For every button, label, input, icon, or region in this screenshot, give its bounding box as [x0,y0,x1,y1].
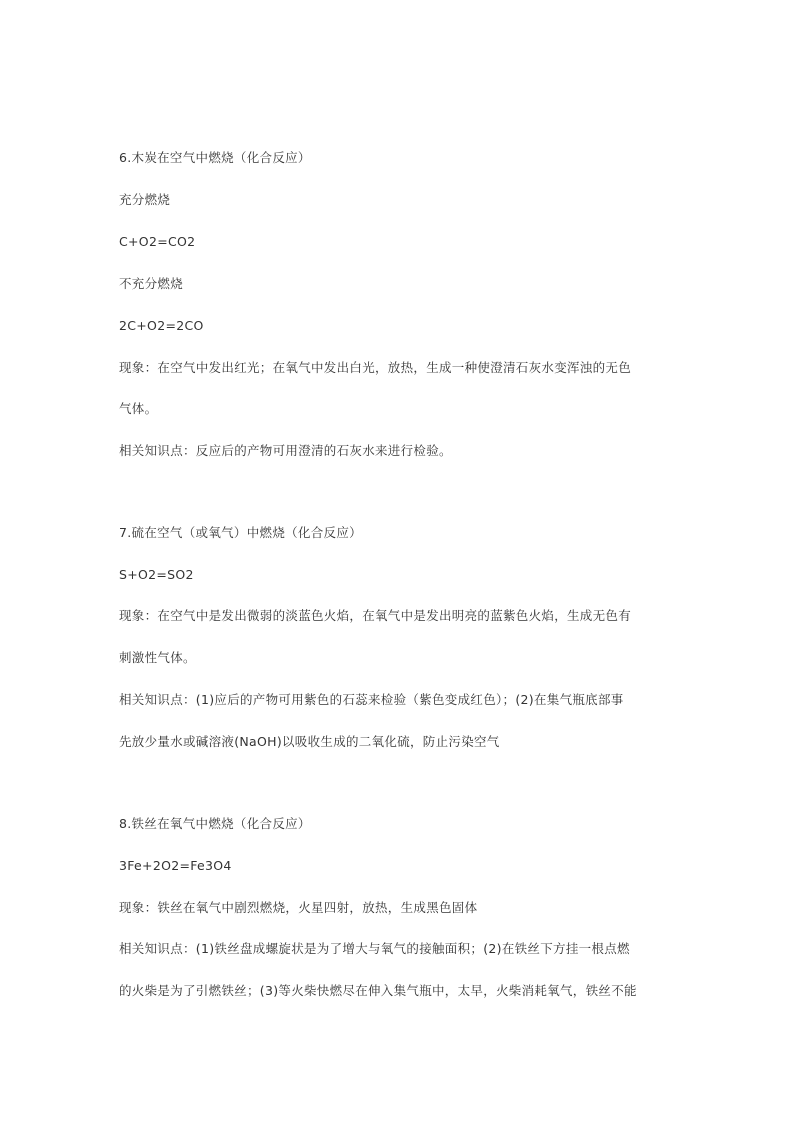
section-6-incomplete-label: 不充分燃烧 [119,276,184,291]
section-7-phenomenon-line2: 刺激性气体。 [119,650,196,665]
section-8-equation: 3Fe+2O2=Fe3O4 [119,858,232,873]
section-6-heading: 6.木炭在空气中燃烧（化合反应） [119,150,311,165]
section-6-knowledge: 相关知识点：反应后的产物可用澄清的石灰水来进行检验。 [119,443,452,458]
section-7-equation: S+O2=SO2 [119,567,194,582]
section-8-knowledge-line1: 相关知识点：(1)铁丝盘成螺旋状是为了增大与氧气的接触面积；(2)在铁丝下方挂一根点燃 [119,941,630,956]
section-7-phenomenon-line1: 现象：在空气中是发出微弱的淡蓝色火焰，在氧气中是发出明亮的蓝紫色火焰，生成无色有 [119,608,632,623]
section-7-heading: 7.硫在空气（或氧气）中燃烧（化合反应） [119,525,362,540]
section-7-knowledge-line1: 相关知识点：(1)应后的产物可用紫色的石蕊来检验（紫色变成红色）；(2)在集气瓶底部事 [119,692,624,707]
section-7-knowledge-line2: 先放少量水或碱溶液(NaOH)以吸收生成的二氧化硫，防止污染空气 [119,734,500,749]
section-6-complete-label: 充分燃烧 [119,192,171,207]
section-6-complete-equation: C+O2=CO2 [119,234,196,249]
section-6-phenomenon-line2: 气体。 [119,401,158,416]
section-6-incomplete-equation: 2C+O2=2CO [119,318,204,333]
section-6-phenomenon-line1: 现象：在空气中发出红光；在氧气中发出白光，放热，生成一种使澄清石灰水变浑浊的无色 [119,360,632,375]
section-8-knowledge-line2: 的火柴是为了引燃铁丝；(3)等火柴快燃尽在伸入集气瓶中，太早，火柴消耗氧气，铁丝不能 [119,983,637,998]
section-8-phenomenon: 现象：铁丝在氧气中剧烈燃烧，火星四射，放热，生成黑色固体 [119,900,478,915]
section-8-heading: 8.铁丝在氧气中燃烧（化合反应） [119,816,311,831]
